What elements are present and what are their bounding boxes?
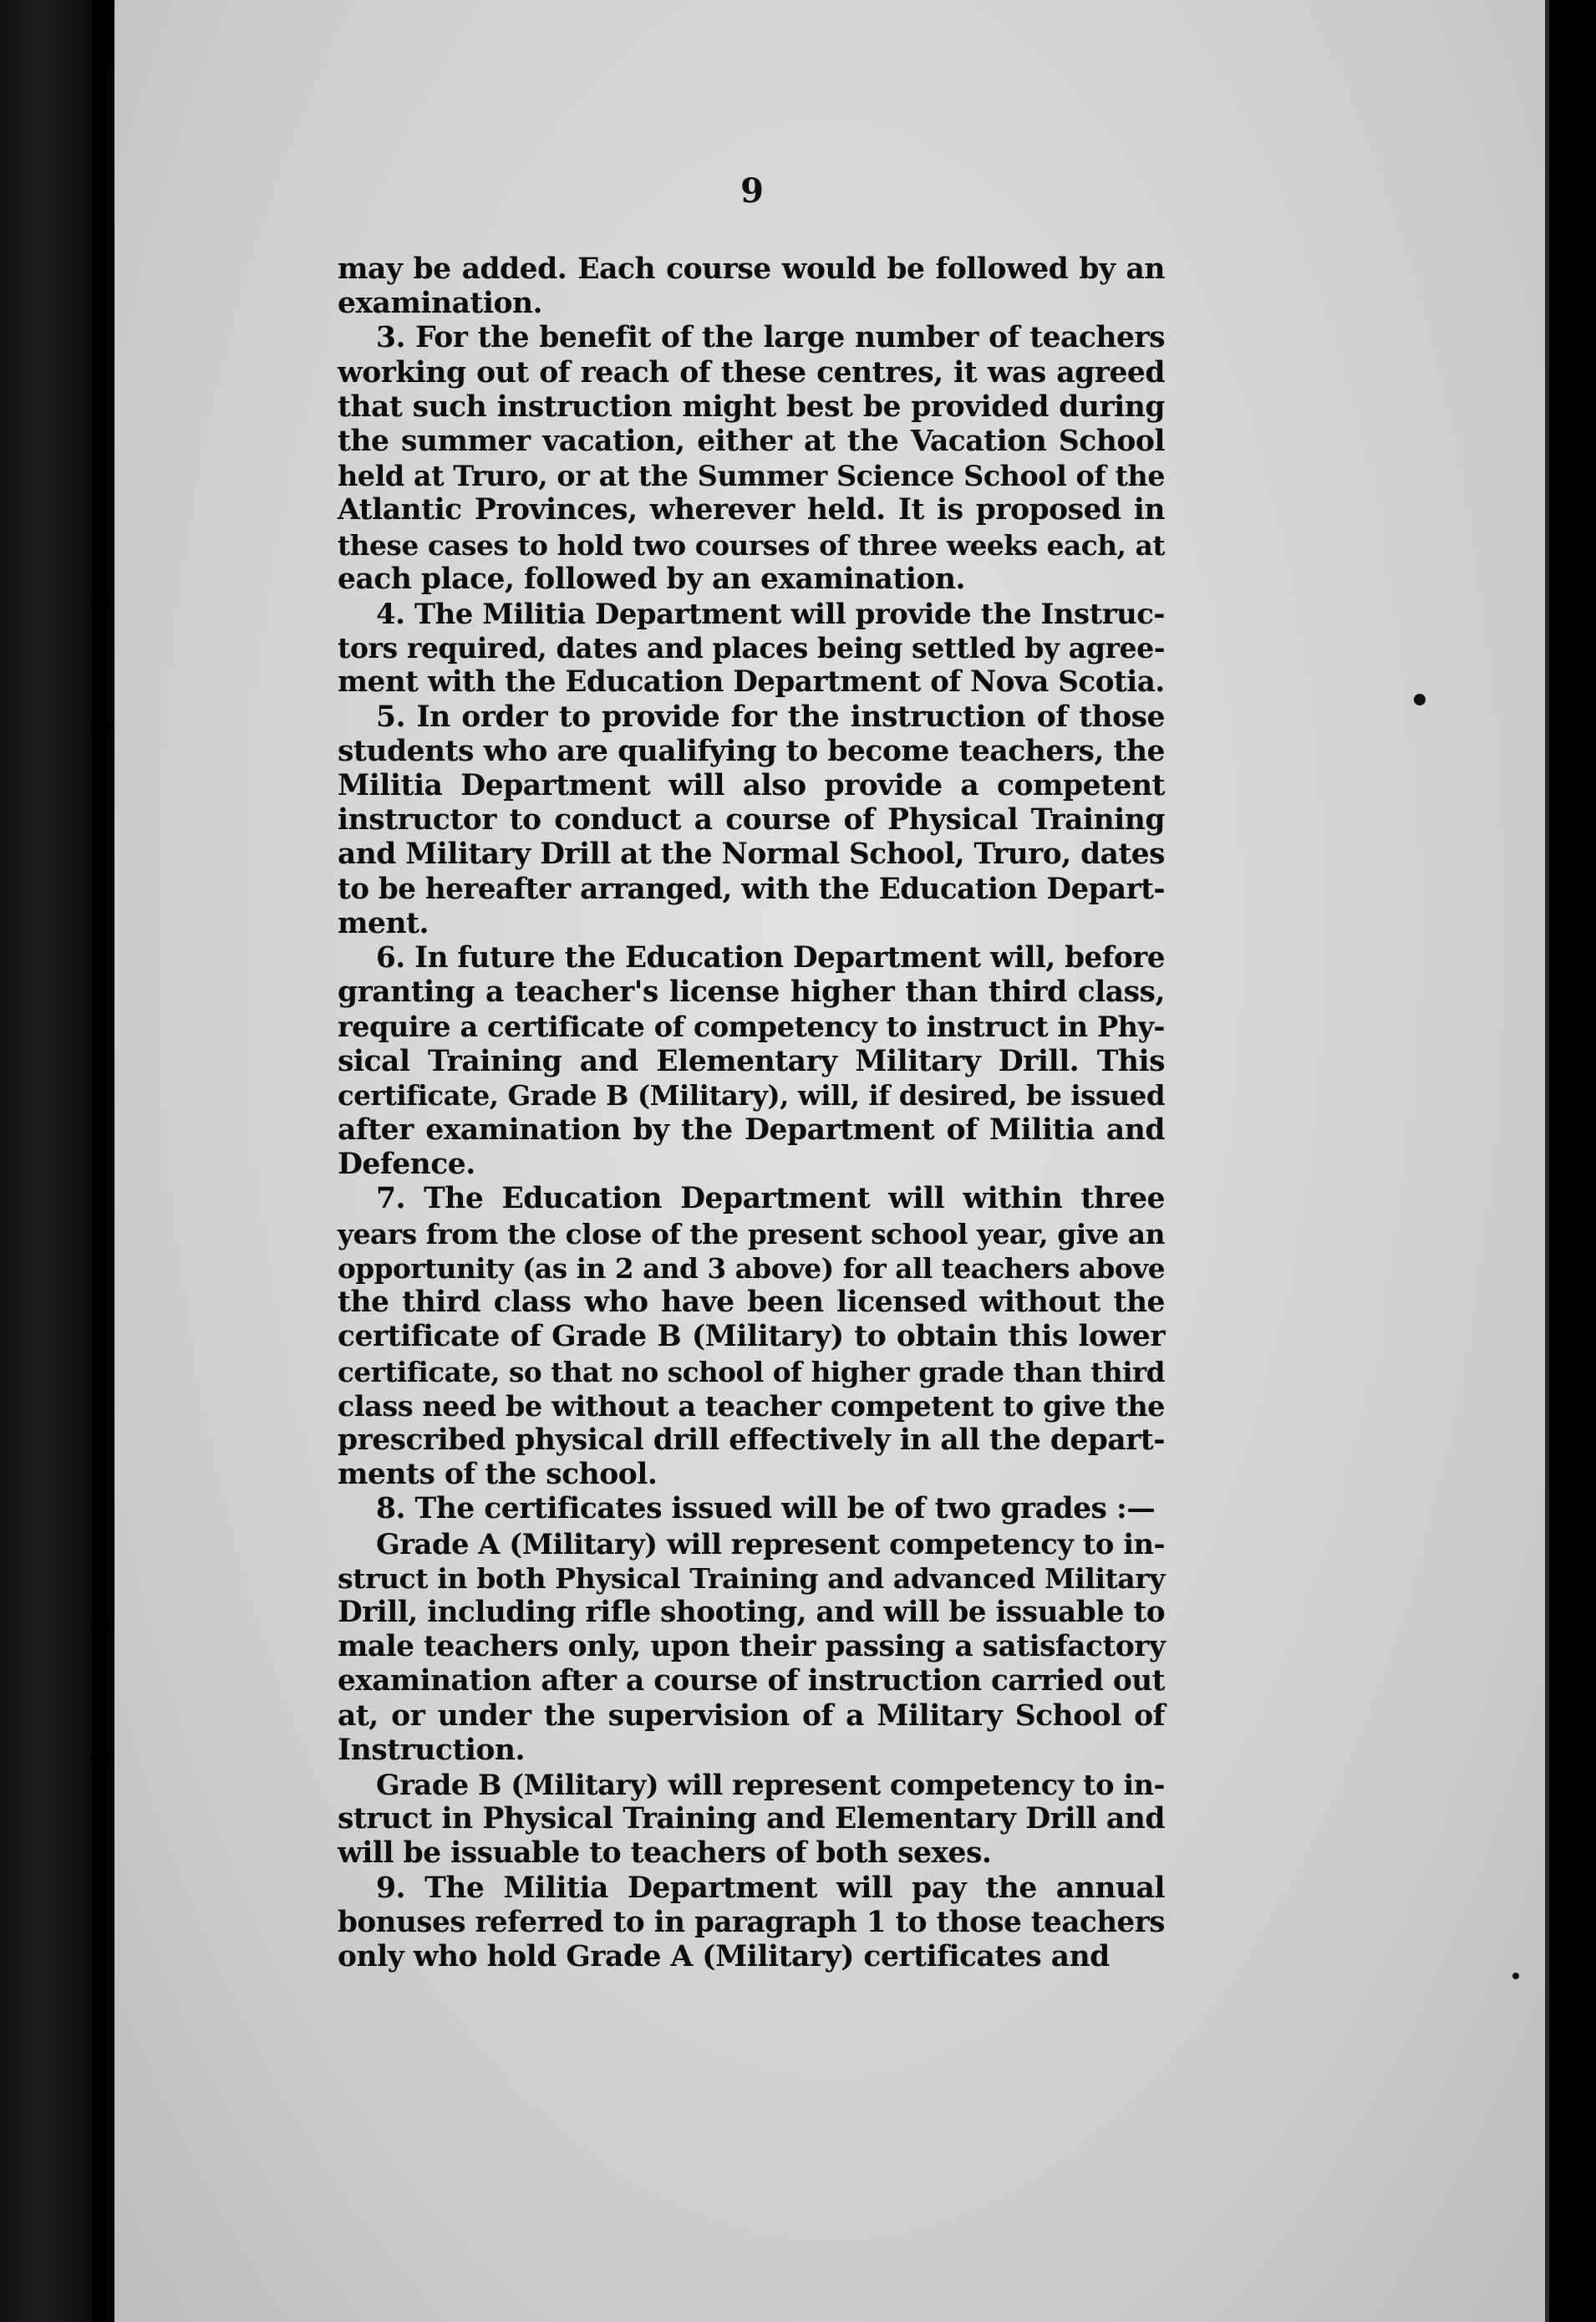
text-line: that such instruction might best be provided during <box>338 390 1165 424</box>
text-line: 4. The Militia Department will provide the Instruc- <box>376 597 1165 631</box>
film-right-margin <box>1545 0 1596 2322</box>
text-line: 8. The certificates issued will be of two grades :— <box>376 1492 1156 1526</box>
text-line: working out of reach of these centres, it was agreed <box>338 355 1165 390</box>
text-line: and Military Drill at the Normal School, Truro, dates <box>338 838 1165 872</box>
text-line: require a certificate of competency to instruct in Phy- <box>338 1010 1165 1044</box>
text-line: Atlantic Provinces, wherever held. It is proposed in <box>338 493 1165 527</box>
text-line: Grade A (Military) will represent competency to in- <box>376 1526 1165 1561</box>
text-line: 7. The Education Department will within three <box>376 1182 1165 1216</box>
text-line: Defence. <box>338 1148 475 1182</box>
speck <box>1414 694 1426 705</box>
paragraph-p8b <box>338 1768 1165 1871</box>
text-line: instructor to conduct a course of Physical Training <box>338 803 1165 838</box>
text-line: certificate of Grade B (Military) to obtain this lower <box>338 1320 1165 1354</box>
text-line: male teachers only, upon their passing a satisfactory <box>338 1630 1166 1664</box>
text-line: granting a teacher's license higher than third class, <box>338 975 1165 1010</box>
text-line: struct in both Physical Training and advanced Military <box>338 1561 1165 1595</box>
text-line: Instruction. <box>338 1733 525 1767</box>
text-line: after examination by the Department of Militia and <box>338 1113 1165 1148</box>
paragraph-p9 <box>338 1871 1165 1975</box>
margin-mark <box>90 595 112 609</box>
paragraph-p3 <box>338 321 1165 597</box>
text-line: students who are qualifying to become teachers, the <box>338 734 1165 768</box>
text-line: opportunity (as in 2 and 3 above) for all teachers above <box>338 1251 1165 1285</box>
speck <box>1512 1973 1519 1979</box>
text-line: 3. For the benefit of the large number of teachers <box>376 321 1165 355</box>
text-line: bonuses referred to in paragraph 1 to those teachers <box>338 1905 1165 1939</box>
text-line: struct in Physical Training and Elementary Drill and <box>338 1802 1165 1836</box>
text-line: 6. In future the Education Department will, before <box>376 941 1165 975</box>
text-line: the third class who have been licensed without the <box>338 1286 1165 1320</box>
binding-edge <box>107 63 114 2322</box>
text-line: class need be without a teacher competent to give the <box>338 1389 1165 1423</box>
text-line: these cases to hold two courses of three weeks each, at <box>338 528 1165 562</box>
text-line: will be issuable to teachers of both sexes. <box>338 1836 992 1871</box>
film-left-margin <box>0 0 92 2322</box>
text-line: examination. <box>338 287 543 321</box>
text-line: the summer vacation, either at the Vacation School <box>338 425 1165 459</box>
page-right-edge <box>1545 0 1549 2322</box>
text-line: Grade B (Military) will represent competency to in- <box>376 1767 1165 1801</box>
text-line: only who hold Grade A (Military) certificates and <box>338 1939 1110 1973</box>
text-line: held at Truro, or at the Summer Science School of the <box>338 460 1165 493</box>
paragraph-p5 <box>338 700 1165 941</box>
text-line: 9. The Militia Department will pay the annual <box>376 1871 1165 1905</box>
text-line: to be hereafter arranged, with the Education Depart- <box>338 872 1165 906</box>
margin-mark <box>90 1619 112 1632</box>
text-line: examination after a course of instruction carried out <box>338 1664 1165 1698</box>
text-line: tors required, dates and places being settled by agree- <box>338 632 1165 665</box>
text-line: certificate, Grade B (Military), will, if desired, be issued <box>338 1079 1165 1112</box>
margin-mark <box>90 1751 112 1764</box>
paragraph-p4 <box>338 597 1165 700</box>
paragraph-p8a <box>338 1527 1165 1768</box>
text-line: Militia Department will also provide a competent <box>338 769 1165 803</box>
text-line: at, or under the supervision of a Military School of <box>338 1698 1165 1733</box>
text-line: each place, followed by an examination. <box>338 562 966 596</box>
paragraph-p8 <box>338 1492 1165 1526</box>
text-line: certificate, so that no school of higher grade than third <box>338 1355 1165 1388</box>
text-line: ment with the Education Department of Nova Scotia. <box>338 665 1165 700</box>
text-line: prescribed physical drill effectively in all the depart- <box>338 1423 1165 1457</box>
text-line: 5. In order to provide for the instruction of those <box>376 700 1165 734</box>
text-line: may be added. Each course would be followed by an <box>338 252 1165 286</box>
paragraph-continuation <box>338 252 1165 321</box>
page-number: 9 <box>740 171 764 211</box>
paragraph-p6 <box>338 941 1165 1182</box>
text-line: Drill, including rifle shooting, and will be issuable to <box>338 1595 1166 1629</box>
body-text <box>338 252 1165 1974</box>
text-line: ment. <box>338 906 429 940</box>
paragraph-p7 <box>338 1182 1165 1492</box>
text-line: years from the close of the present school year, give an <box>338 1217 1165 1250</box>
margin-mark <box>90 721 112 734</box>
text-line: ments of the school. <box>338 1458 658 1492</box>
text-line: sical Training and Elementary Military Drill. This <box>338 1044 1165 1078</box>
